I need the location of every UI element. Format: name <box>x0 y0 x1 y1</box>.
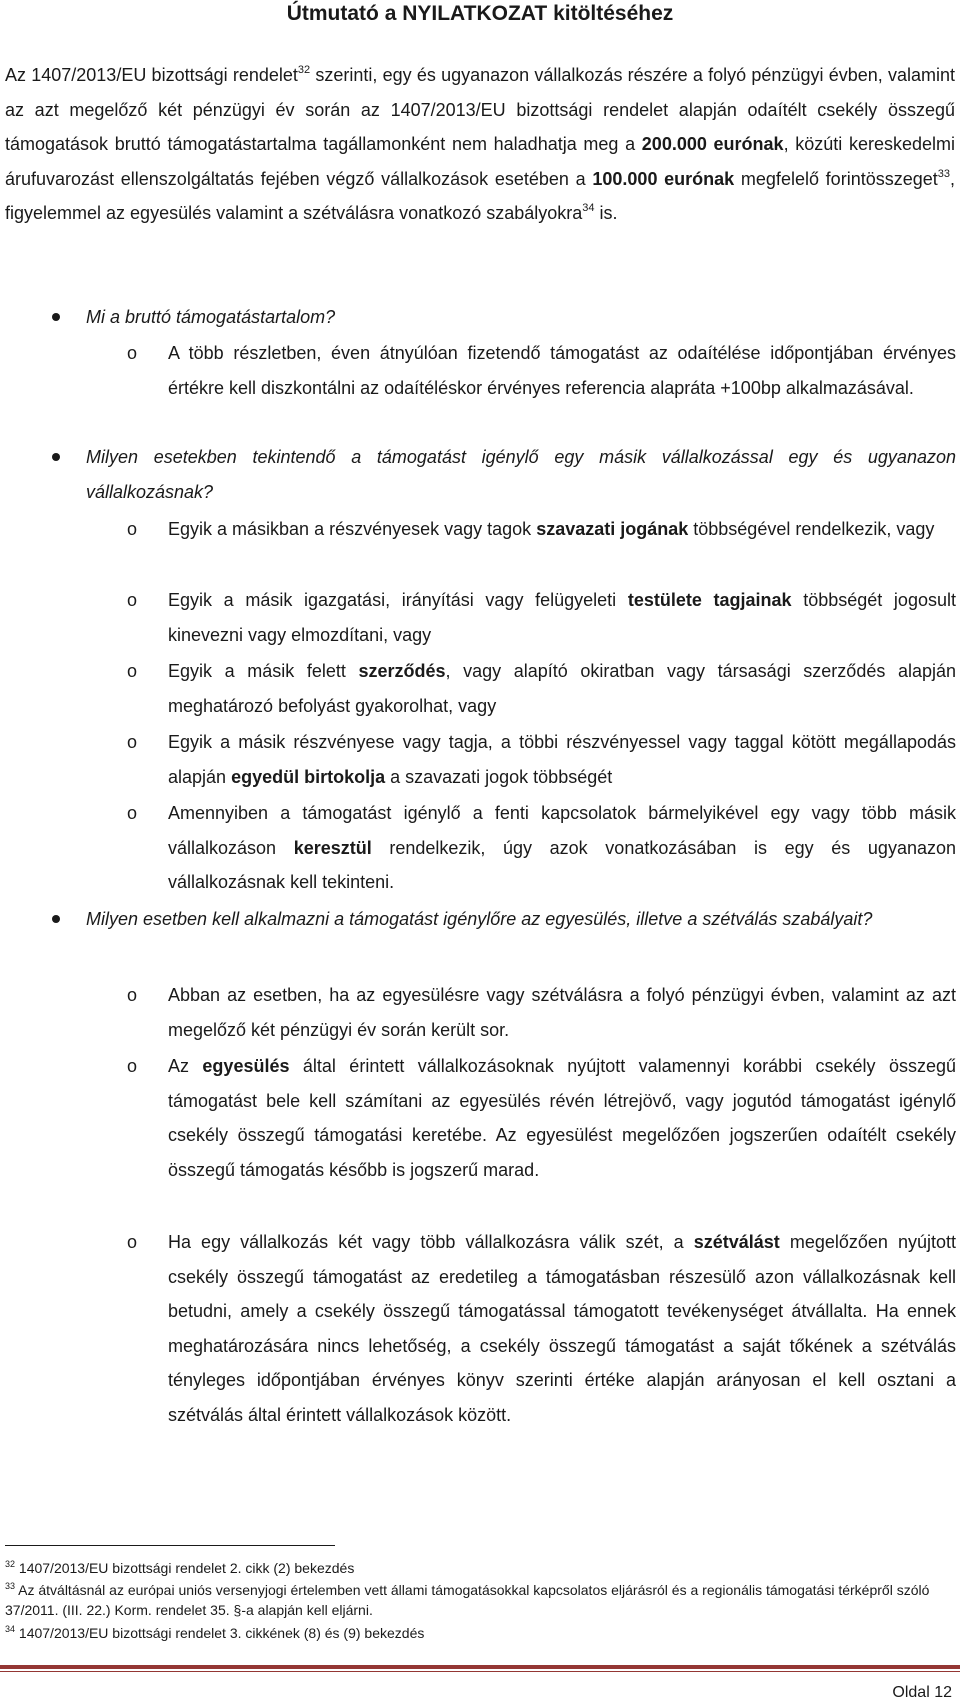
answer-item <box>168 583 956 652</box>
footnote-ref[interactable]: 32 <box>297 64 311 76</box>
answer-text: Egyik a másikban a részvényesek vagy tagok <box>168 519 537 539</box>
intro-bold: 200.000 eurónak <box>641 134 784 155</box>
question-bullet: Milyen esetekben tekintendő a támogatást igénylő egy másik vállalkozással egy és ugyanazon vállalkozásnak? <box>86 440 956 509</box>
answer-bold: egyesülés <box>202 1056 290 1076</box>
footnote-number: 33 <box>5 1581 16 1591</box>
answer-text: Egyik a másik felett <box>168 661 359 681</box>
footnote <box>5 1558 955 1578</box>
page-title: Útmutató a NYILATKOZAT kitöltéséhez <box>286 2 674 25</box>
answer-bold: szerződés <box>358 661 446 681</box>
answer-text: Az <box>168 1056 203 1076</box>
answer-item <box>168 725 956 794</box>
answer-item <box>168 1049 956 1187</box>
footnote-text: 1407/2013/EU bizottsági rendelet 2. cikk (2) bekezdés <box>15 1560 355 1576</box>
answer-text: , vagy alapító okiratban vagy társasági szerződés alapján meghatározó befolyást gyakorolhat, vagy <box>168 661 956 716</box>
intro-text: is. <box>594 203 618 224</box>
footnote-text: 1407/2013/EU bizottsági rendelet 3. cikkének (8) és (9) bekezdés <box>15 1625 425 1641</box>
intro-paragraph <box>5 58 955 231</box>
answer-text: többségét jogosult kinevezni vagy elmozdítani, vagy <box>168 590 956 645</box>
footnote-number: 32 <box>5 1559 16 1569</box>
intro-text: szerinti, egy és ugyanazon vállalkozás részére a folyó pénzügyi évben, valamint az azt megelőző két pénzügyi év során az 1407/2013/EU bizottsági rendelet alapján odaítélt csekély összegű támogatások bruttó támogatástartalma tagállamonként nem haladhatja meg a <box>5 65 955 155</box>
answer-item <box>168 512 956 547</box>
footer-rule <box>0 1665 960 1669</box>
footnote <box>5 1580 955 1620</box>
answer-text: Amennyiben a támogatást igénylő a fenti kapcsolatok bármelyikével egy vagy több másik vállalkozáson <box>168 803 956 858</box>
intro-text: , közúti kereskedelmi árufuvarozást ellenszolgáltatás fejében végző vállalkozások esetében a <box>5 134 955 189</box>
answer-item: o Abban az esetben, ha az egyesülésre vagy szétválásra a folyó pénzügyi évben, valamint az azt megelőző két pénzügyi év során került sor. <box>168 978 956 1047</box>
answer-text: a szavazati jogok többségét <box>385 766 613 787</box>
footnote-ref[interactable]: 33 <box>937 167 950 180</box>
answer-bold: testülete tagjainak <box>627 590 792 610</box>
page-number: Oldal 12 <box>892 1684 952 1701</box>
intro-bold: 100.000 eurónak <box>592 168 735 189</box>
answer-text: többségével rendelkezik, vagy <box>688 519 935 539</box>
answer-text: által érintett vállalkozásoknak nyújtott valamennyi korábbi csekély összegű támogatást bele kell számítani az egyesülés révén létrejövő, vagy jogutód támogatást igénylő csekély összegű támogatási keretébe. Az egyesülést megelőzően jogszerűen odaítélt csekély összegű támogatás később is jogszerű marad. <box>168 1056 957 1180</box>
footer-rule-thin <box>0 1671 960 1672</box>
answer-text: rendelkezik, úgy azok vonatkozásában is egy és ugyanazon vállalkozásnak kell tekinteni. <box>168 837 956 893</box>
footnote-ref[interactable]: 34 <box>582 202 595 215</box>
answer-bold: szavazati jogának <box>536 519 689 539</box>
footnote-text: Az átváltásnál az európai uniós versenyjogi értelemben vett állami támogatásokkal kapcsolatos eljárásról és a regionális támogatási térképről szóló 37/2011. (III. 22.) Korm. rendelet 35. §-a alapján kell eljárni. <box>5 1582 930 1618</box>
answer-bold: keresztül <box>293 837 372 858</box>
question-bullet: Milyen esetben kell alkalmazni a támogatást igénylőre az egyesülés, illetve a szétválás szabályait? <box>86 902 956 937</box>
intro-text: , figyelemmel az egyesülés valamint a szétválásra vonatkozó szabályokra <box>5 168 956 224</box>
answer-item <box>168 1225 956 1433</box>
footnote-number: 34 <box>5 1624 16 1634</box>
answer-item <box>168 796 956 900</box>
question-bullet: Mi a bruttó támogatástartalom? <box>86 300 956 335</box>
answer-text: Egyik a másik igazgatási, irányítási vagy felügyeleti <box>168 590 628 610</box>
footnote <box>5 1623 955 1643</box>
intro-text: megfelelő forintösszeget <box>734 168 938 189</box>
answer-bold: szétválást <box>693 1232 780 1252</box>
footnote-separator <box>5 1545 335 1546</box>
answer-text: Egyik a másik részvényese vagy tagja, a többi részvényessel vagy taggal kötött megállapodás alapján <box>168 732 956 787</box>
intro-text: Az 1407/2013/EU bizottsági rendelet <box>5 65 298 85</box>
answer-bold: egyedül birtokolja <box>231 766 386 787</box>
answer-text: Ha egy vállalkozás két vagy több vállalkozásra válik szét, a <box>168 1232 694 1252</box>
answer-text: megelőzően nyújtott csekély összegű támogatást az eredetileg a támogatásban részesülő azon vállalkozásnak kell betudni, amely a csekély összegű támogatással támogatott tevékenységet átvállalta. Ha ennek meghatározására nincs lehetőség, a csekély összegű támogatást a saját tőkének a szétválás tényleges időpontjában érvényes könyv szerinti értéke alapján arányosan el kell osztani a szétválás által érintett vállalkozások között. <box>168 1232 957 1425</box>
answer-item: o A több részletben, éven átnyúlóan fizetendő támogatást az odaítélése időpontjában érvényes értékre kell diszkontálni az odaítéléskor érvényes referencia alapráta +100bp alkalmazásával. <box>168 336 956 405</box>
answer-item <box>168 654 956 723</box>
